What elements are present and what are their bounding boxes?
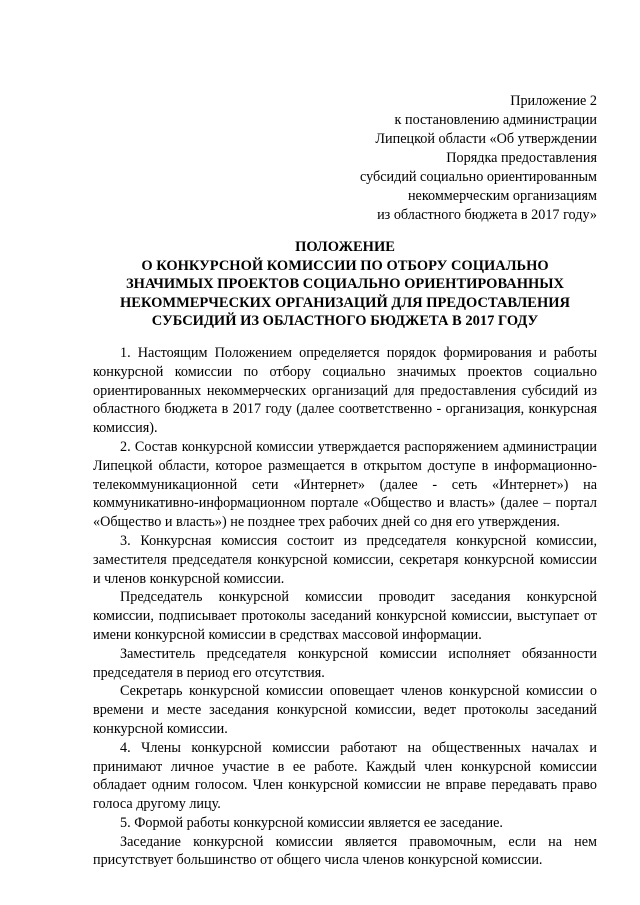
document-page (93, 92, 597, 870)
paragraph: Заседание конкурсной комиссии является правомочным, если на нем присутствует большинство от общего числа членов конкурсной комиссии. (93, 833, 597, 869)
paragraph: 1. Настоящим Положением определяется порядок формирования и работы конкурсной комиссии по отбору социально значимых проектов социально ориентированных некоммерческих организаций для предоставления субсидий из областного бюджета в 2017 году (далее соответственно - организация, конкурсная комиссия). (93, 344, 597, 437)
appendix-line: Приложение 2 (510, 93, 597, 109)
document-body (93, 344, 597, 870)
paragraph: Секретарь конкурсной комиссии оповещает членов конкурсной комиссии о времени и месте заседания конкурсной комиссии, ведет протоколы заседаний конкурсной комиссии. (93, 683, 597, 737)
paragraph: 3. Конкурсная комиссия состоит из председателя конкурсной комиссии, заместителя председателя конкурсной комиссии, секретаря конкурсной комиссии и членов конкурсной комиссии. (93, 532, 597, 587)
appendix-line: к постановлению администрации (394, 112, 597, 128)
appendix-block (93, 92, 597, 225)
appendix-line: некоммерческим организациям (407, 188, 597, 204)
title-line: О КОНКУРСНОЙ КОМИССИИ ПО ОТБОРУ СОЦИАЛЬНО (141, 257, 549, 274)
title-line: ПОЛОЖЕНИЕ (295, 239, 395, 255)
paragraph: 5. Формой работы конкурсной комиссии является ее заседание. (120, 814, 503, 831)
paragraph: Председатель конкурсной комиссии проводит заседания конкурсной комиссии, подписывает протоколы заседаний конкурсной комиссии, выступает от имени конкурсной комиссии в средствах массовой информации. (93, 589, 597, 643)
title-line: ЗНАЧИМЫХ ПРОЕКТОВ СОЦИАЛЬНО ОРИЕНТИРОВАННЫХ (126, 276, 564, 293)
appendix-line: субсидий социально ориентированным (359, 169, 597, 185)
paragraph: 2. Состав конкурсной комиссии утверждается распоряжением администрации Липецкой области, которое размещается в открытом доступе в информационно-телекоммуникационной сети «Интернет» (далее - сеть «Интернет») на коммуникативно-информационном портале «Общество и власть» (далее – портал «Общество и власть») не позднее трех рабочих дней со дня его утверждения. (93, 438, 597, 531)
title-line: СУБСИДИЙ ИЗ ОБЛАСТНОГО БЮДЖЕТА В 2017 ГОДУ (151, 313, 539, 330)
paragraph: Заместитель председателя конкурсной комиссии исполняет обязанности председателя в период его отсутствия. (93, 645, 597, 681)
title-line: НЕКОММЕРЧЕСКИХ ОРГАНИЗАЦИЙ ДЛЯ ПРЕДОСТАВЛЕНИЯ (120, 294, 570, 311)
document-title (93, 238, 597, 331)
appendix-line: Липецкой области «Об утверждении (375, 131, 597, 147)
appendix-line: Порядка предоставления (446, 150, 597, 166)
appendix-line: из областного бюджета в 2017 году» (377, 207, 597, 223)
paragraph: 4. Члены конкурсной комиссии работают на общественных началах и принимают личное участие в ее работе. Каждый член конкурсной комиссии обладает одним голосом. Член конкурсной комиссии не вправе передавать право голоса другому лицу. (93, 739, 597, 813)
